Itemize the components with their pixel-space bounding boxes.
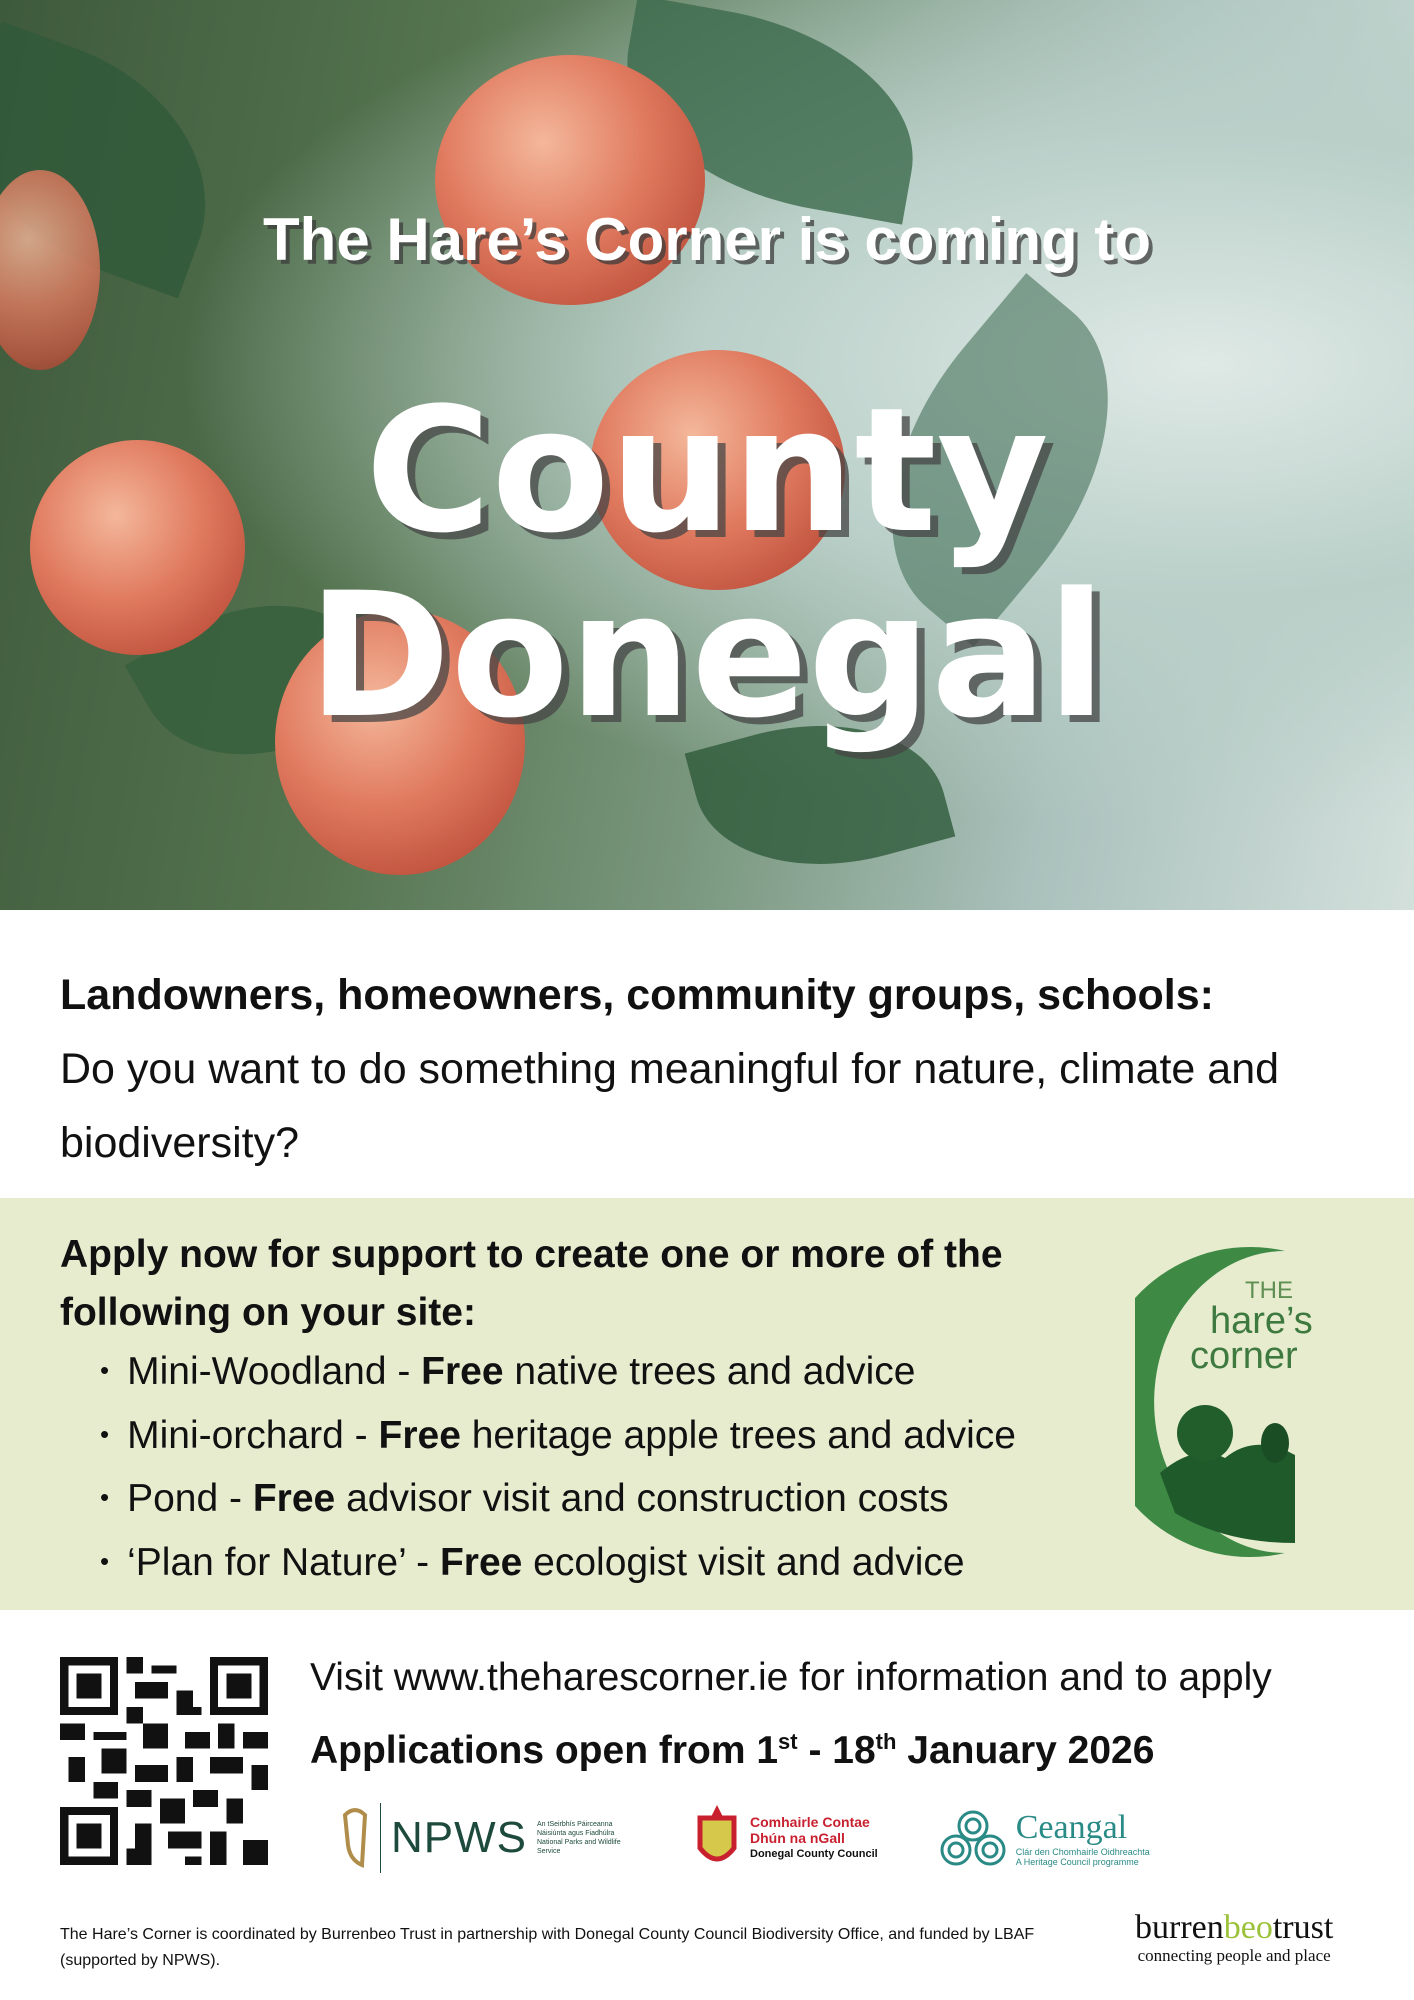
hero-title-county: County bbox=[365, 370, 1049, 571]
triskele-icon bbox=[938, 1808, 1008, 1868]
offer-item: • Mini-Woodland - Free native trees and advice bbox=[100, 1342, 1016, 1406]
burrenbeo-logo: burrenbeotrust connecting people and place bbox=[1135, 1909, 1334, 1965]
offer-item: • Pond - Free advisor visit and construction costs bbox=[100, 1469, 1016, 1533]
hero-title-donegal: Donegal bbox=[307, 555, 1107, 756]
offer-heading: Apply now for support to create one or more of the following on your site: bbox=[60, 1233, 1003, 1334]
offer-item: • ‘Plan for Nature’ - Free ecologist visit and advice bbox=[100, 1533, 1016, 1597]
intro-question: Do you want to do something meaningful for nature, climate and biodiversity? bbox=[60, 1045, 1280, 1167]
hares-corner-logo bbox=[1135, 1243, 1370, 1561]
intro bbox=[60, 958, 1390, 1180]
website-line[interactable]: Visit www.theharescorner.ie for information and to apply bbox=[310, 1656, 1272, 1699]
offer-section bbox=[0, 1198, 1414, 1610]
qr-code[interactable] bbox=[60, 1657, 268, 1865]
offer-item: • Mini-orchard - Free heritage apple trees and advice bbox=[100, 1406, 1016, 1470]
svg-text:THE: THE bbox=[1245, 1277, 1293, 1304]
crest-icon bbox=[692, 1803, 742, 1873]
harp-icon bbox=[340, 1805, 370, 1870]
hero-image bbox=[0, 0, 1414, 910]
ceangal-logo: Ceangal Clár den Chomhairle Oidhreachta A Heritage Council programme bbox=[938, 1808, 1150, 1868]
audience-heading: Landowners, homeowners, community groups, schools: bbox=[60, 971, 1214, 1019]
donegal-council-logo: Comhairle Contae Dhún na nGall Donegal County Council bbox=[692, 1803, 878, 1873]
svg-text:hare’s: hare’s bbox=[1210, 1300, 1313, 1342]
svg-text:corner: corner bbox=[1190, 1335, 1298, 1377]
hero-subtitle: The Hare’s Corner is coming to bbox=[263, 206, 1151, 273]
offer-list bbox=[100, 1342, 1016, 1596]
npws-logo: NPWS An tSeirbhís Páirceanna Náisiúnta agus Fiadhúlra National Parks and Wildlife Service bbox=[340, 1803, 632, 1873]
partner-logos bbox=[340, 1795, 1180, 1880]
application-dates: Applications open from 1st - 18th January 2026 bbox=[310, 1729, 1155, 1772]
call-to-action bbox=[310, 1646, 1272, 1783]
footer-note: The Hare’s Corner is coordinated by Burrenbeo Trust in partnership with Donegal County Council Biodiversity Office, and funded by LBAF (supported by NPWS). bbox=[60, 1926, 1035, 1969]
